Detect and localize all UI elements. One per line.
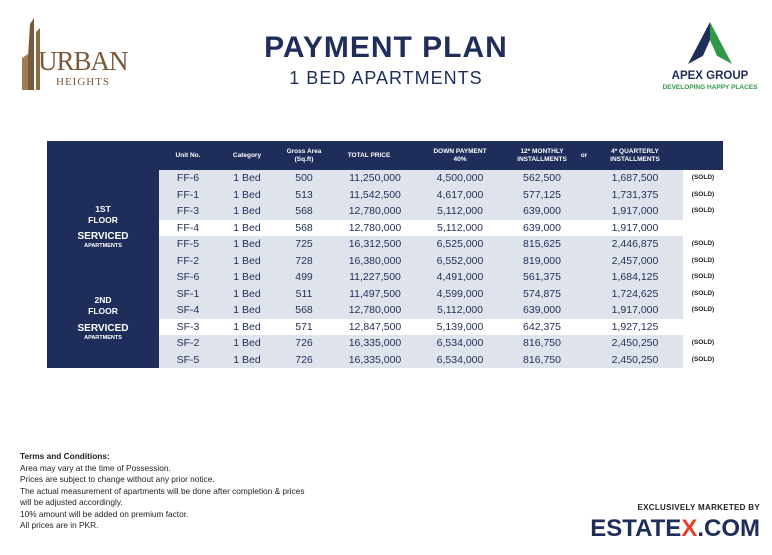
sold-status: (SOLD) bbox=[691, 190, 715, 198]
cell-total: 12,847,500 bbox=[348, 320, 402, 333]
terms-line: will be adjusted accordingly. bbox=[20, 497, 123, 507]
table-row bbox=[159, 286, 715, 303]
sold-status: (SOLD) bbox=[691, 174, 715, 181]
group-second-floor bbox=[47, 269, 159, 368]
header-or: or bbox=[580, 151, 588, 159]
sold-status: (SOLD) bbox=[691, 207, 715, 214]
group-floor-line2: FLOOR bbox=[88, 306, 118, 316]
sold-status bbox=[685, 319, 721, 336]
cell-area: 568 bbox=[295, 205, 313, 217]
cell-quarterly: 2,450,250 bbox=[611, 337, 659, 349]
cell-area: 511 bbox=[295, 287, 313, 300]
sold-status: (SOLD) bbox=[691, 240, 715, 247]
cell-area: 499 bbox=[295, 271, 313, 283]
cell-monthly: 577,125 bbox=[523, 188, 561, 201]
header-category: Category bbox=[232, 151, 262, 159]
cell-unit: FF-5 bbox=[176, 238, 200, 250]
cell-category: 1 Bed bbox=[233, 238, 261, 250]
header-unit: Unit No. bbox=[175, 151, 201, 159]
cell-category: 1 Bed bbox=[233, 271, 261, 283]
cell-down: 5,139,000 bbox=[436, 320, 484, 333]
terms-line: Area may vary at the time of Possession. bbox=[20, 462, 171, 473]
apex-triangle-icon bbox=[688, 22, 732, 66]
cell-unit: SF-1 bbox=[176, 287, 200, 300]
cell-monthly: 815,625 bbox=[523, 238, 561, 250]
cell-down: 5,112,000 bbox=[437, 205, 483, 217]
cell-total: 11,497,500 bbox=[349, 287, 401, 300]
cell-unit: SF-3 bbox=[176, 320, 200, 333]
group-serviced: SERVICED bbox=[77, 231, 129, 242]
table-row bbox=[159, 319, 683, 336]
group-floor-line2: FLOOR bbox=[88, 215, 118, 225]
cell-area: 728 bbox=[295, 254, 313, 267]
header-area: Gross Area (Sq.ft) bbox=[286, 147, 322, 163]
cell-total: 16,380,000 bbox=[348, 254, 402, 267]
cell-quarterly: 1,684,125 bbox=[611, 271, 659, 283]
cell-category: 1 Bed bbox=[233, 172, 261, 184]
terms-line: The actual measurement of apartments will be done after completion & prices bbox=[20, 485, 305, 496]
apex-tagline: DEVELOPING HAPPY PLACES bbox=[662, 84, 758, 91]
cell-down: 4,500,000 bbox=[436, 172, 484, 184]
cell-monthly: 561,375 bbox=[523, 271, 561, 283]
terms-line: All prices are in PKR. bbox=[20, 520, 99, 530]
table-row bbox=[159, 236, 715, 253]
cell-down: 4,617,000 bbox=[436, 188, 484, 201]
sold-status: (SOLD) bbox=[691, 306, 715, 313]
cell-down: 4,491,000 bbox=[436, 271, 484, 283]
page-title: PAYMENT PLAN bbox=[264, 31, 508, 64]
cell-area: 568 bbox=[295, 221, 313, 234]
terms-line: Prices are subject to change without any prior notice. bbox=[20, 474, 215, 484]
estatex-logo bbox=[580, 515, 760, 543]
cell-down: 6,552,000 bbox=[436, 254, 484, 267]
cell-monthly: 562,500 bbox=[523, 172, 561, 184]
terms-line: 10% amount will be added on premium factor. bbox=[20, 508, 189, 519]
cell-quarterly: 2,457,000 bbox=[611, 254, 659, 267]
logo-sub: HEIGHTS bbox=[56, 76, 111, 88]
cell-down: 6,525,000 bbox=[436, 238, 484, 250]
brand-x: X bbox=[681, 515, 698, 542]
cell-unit: FF-4 bbox=[176, 221, 200, 234]
header-monthly: 12* MONTHLY INSTALLMENTS bbox=[517, 147, 567, 163]
group-first-floor bbox=[47, 170, 159, 269]
cell-category: 1 Bed bbox=[233, 304, 261, 316]
cell-total: 11,250,000 bbox=[349, 172, 401, 184]
cell-total: 12,780,000 bbox=[348, 304, 402, 316]
group-apartments: APARTMENTS bbox=[84, 243, 122, 249]
sold-status: (SOLD) bbox=[691, 256, 715, 264]
cell-monthly: 639,000 bbox=[523, 205, 561, 217]
cell-quarterly: 2,450,250 bbox=[611, 353, 659, 366]
cell-quarterly: 1,724,625 bbox=[611, 287, 659, 300]
cell-total: 12,780,000 bbox=[348, 205, 402, 217]
cell-monthly: 816,750 bbox=[523, 353, 561, 366]
sold-status bbox=[685, 220, 721, 237]
cell-area: 725 bbox=[295, 238, 313, 250]
cell-total: 16,335,000 bbox=[348, 337, 402, 349]
cell-quarterly: 1,917,000 bbox=[611, 221, 659, 234]
header-total: TOTAL PRICE bbox=[347, 151, 391, 159]
cell-unit: FF-6 bbox=[176, 172, 200, 184]
group-floor-line1: 1ST bbox=[95, 204, 111, 214]
table-row bbox=[159, 335, 715, 352]
apex-name: APEX GROUP bbox=[671, 70, 749, 82]
cell-category: 1 Bed bbox=[233, 320, 261, 333]
cell-monthly: 816,750 bbox=[523, 337, 561, 349]
cell-unit: SF-6 bbox=[176, 271, 200, 283]
cell-monthly: 639,000 bbox=[523, 221, 561, 234]
cell-category: 1 Bed bbox=[233, 353, 261, 366]
cell-quarterly: 1,917,000 bbox=[611, 205, 659, 217]
cell-area: 726 bbox=[295, 337, 313, 349]
table-header bbox=[47, 141, 723, 170]
marketed-by-label: EXCLUSIVELY MARKETED BY bbox=[637, 503, 760, 512]
cell-monthly: 819,000 bbox=[523, 254, 561, 267]
table-row bbox=[159, 220, 683, 237]
table-row bbox=[159, 203, 715, 220]
terms-heading: Terms and Conditions: bbox=[20, 451, 110, 461]
group-floor-line1: 2ND bbox=[94, 295, 112, 305]
cell-area: 513 bbox=[295, 188, 313, 201]
page-subtitle: 1 BED APARTMENTS bbox=[289, 68, 483, 88]
cell-quarterly: 2,446,875 bbox=[611, 238, 659, 250]
cell-area: 571 bbox=[295, 320, 313, 333]
cell-down: 6,534,000 bbox=[436, 337, 484, 349]
cell-category: 1 Bed bbox=[233, 254, 261, 267]
table-row bbox=[159, 269, 715, 286]
cell-down: 4,599,000 bbox=[436, 287, 484, 300]
cell-quarterly: 1,927,125 bbox=[611, 320, 659, 333]
table-body bbox=[159, 170, 715, 368]
cell-area: 726 bbox=[295, 353, 313, 366]
cell-total: 16,335,000 bbox=[348, 353, 402, 366]
cell-quarterly: 1,917,000 bbox=[611, 304, 659, 316]
brand-pre: ESTATE bbox=[590, 515, 682, 542]
cell-down: 6,534,000 bbox=[436, 353, 484, 366]
cell-unit: FF-1 bbox=[176, 188, 200, 201]
sold-status: (SOLD) bbox=[691, 289, 715, 297]
table-row bbox=[159, 302, 715, 319]
cell-total: 11,227,500 bbox=[349, 271, 401, 283]
cell-total: 11,542,500 bbox=[349, 188, 401, 201]
cell-unit: SF-5 bbox=[176, 353, 200, 366]
table-row bbox=[159, 352, 715, 369]
logo-word: URBAN bbox=[38, 46, 128, 76]
cell-total: 12,780,000 bbox=[348, 221, 402, 234]
cell-unit: FF-2 bbox=[176, 254, 200, 267]
cell-category: 1 Bed bbox=[233, 221, 261, 234]
cell-category: 1 Bed bbox=[233, 188, 261, 201]
cell-down: 5,112,000 bbox=[437, 304, 483, 316]
cell-unit: SF-2 bbox=[176, 337, 200, 349]
cell-monthly: 574,875 bbox=[523, 287, 561, 300]
cell-quarterly: 1,731,375 bbox=[611, 188, 659, 201]
header-down: DOWN PAYMENT 40% bbox=[433, 147, 487, 163]
header-quarterly: 4* QUARTERLY INSTALLMENTS bbox=[610, 147, 660, 163]
cell-monthly: 639,000 bbox=[523, 304, 561, 316]
table-row bbox=[159, 253, 715, 270]
brand-post: .COM bbox=[697, 515, 760, 542]
cell-monthly: 642,375 bbox=[523, 320, 561, 333]
cell-quarterly: 1,687,500 bbox=[611, 172, 659, 184]
sold-status: (SOLD) bbox=[691, 273, 715, 280]
cell-total: 16,312,500 bbox=[348, 238, 402, 250]
cell-unit: SF-4 bbox=[176, 304, 200, 316]
cell-category: 1 Bed bbox=[233, 287, 261, 300]
cell-area: 568 bbox=[295, 304, 313, 316]
cell-unit: FF-3 bbox=[176, 205, 200, 217]
table-row bbox=[159, 170, 715, 187]
table-row bbox=[159, 187, 715, 204]
cell-category: 1 Bed bbox=[233, 337, 261, 349]
sold-status: (SOLD) bbox=[691, 355, 715, 363]
cell-area: 500 bbox=[295, 172, 313, 184]
apex-group-logo bbox=[655, 22, 765, 97]
group-serviced: SERVICED bbox=[77, 323, 129, 334]
cell-down: 5,112,000 bbox=[437, 221, 483, 234]
payment-table bbox=[47, 141, 723, 366]
group-apartments: APARTMENTS bbox=[84, 335, 122, 341]
terms-and-conditions bbox=[20, 451, 420, 532]
cell-category: 1 Bed bbox=[233, 205, 261, 217]
sold-status: (SOLD) bbox=[691, 339, 715, 346]
